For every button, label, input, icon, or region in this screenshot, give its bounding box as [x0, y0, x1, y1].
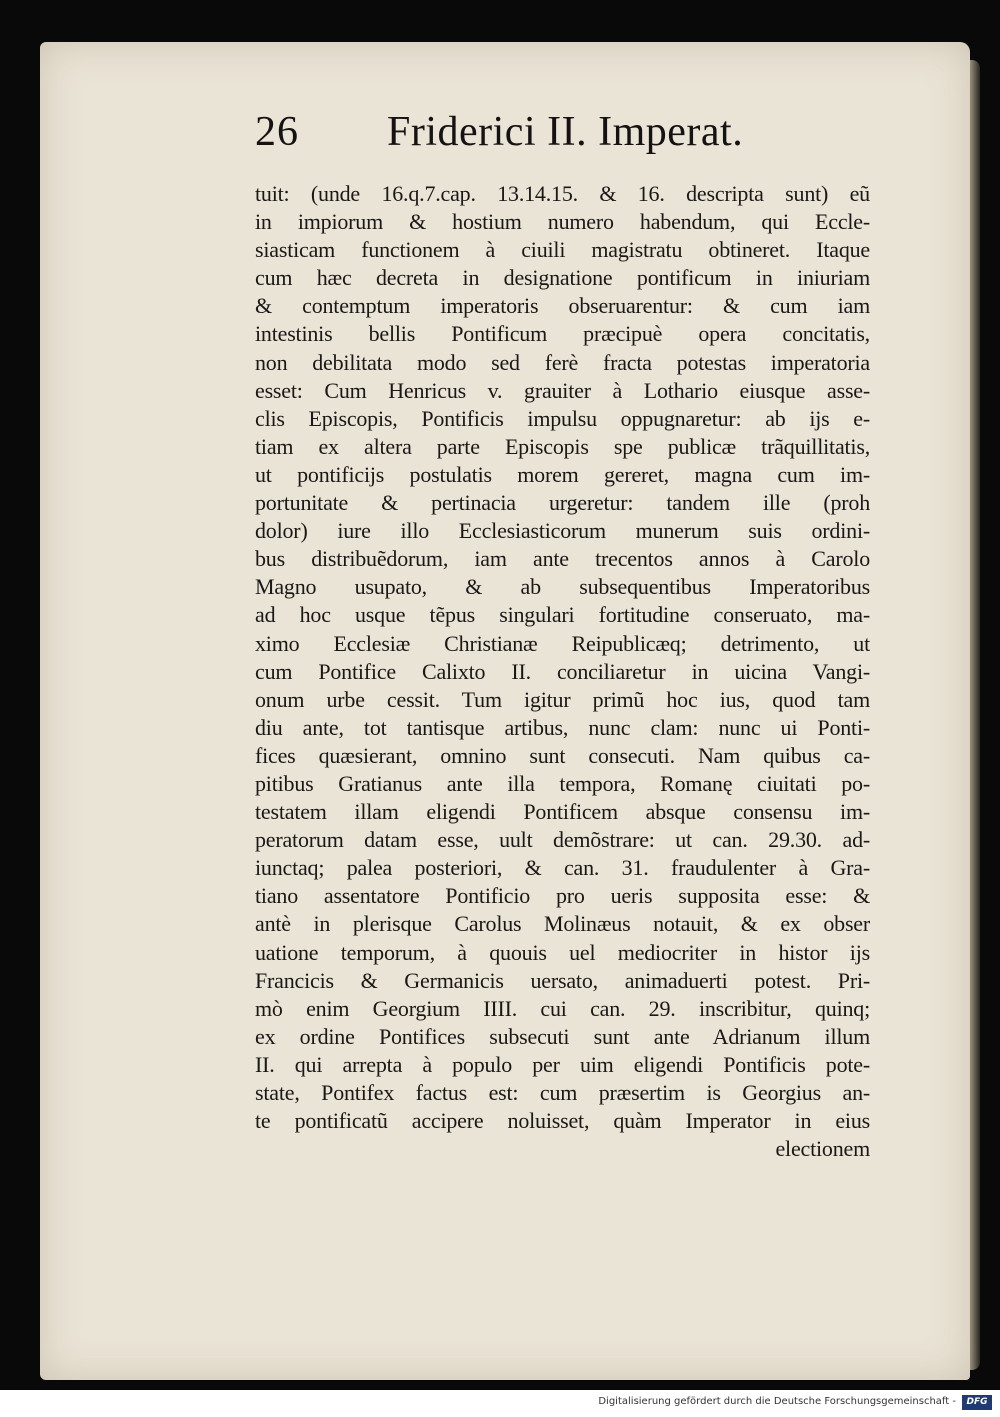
text-line: portunitate & pertinacia urgeretur: tandem ille (proh: [255, 490, 870, 516]
text-line: Francicis & Germanicis uersato, animaduerti potest. Pri-: [255, 967, 870, 993]
text-line: tuit: (unde 16.q.7.cap. 13.14.15. & 16. descripta sunt) eũ: [255, 181, 870, 206]
text-line: tiano assentatore Pontificio pro ueris supposita esse: &: [255, 883, 870, 909]
text-line: dolor) iure illo Ecclesiasticorum munerum suis ordini-: [255, 518, 870, 544]
text-line: peratorum datam esse, uult demõstrare: ut can. 29.30. ad-: [255, 827, 870, 853]
page-number: 26: [255, 109, 299, 155]
text-line: ex ordine Pontifices subsecuti sunt ante Adrianum illum: [255, 1023, 870, 1049]
text-line: II. qui arrepta à populo per uim eligendi Pontificis pote-: [255, 1051, 870, 1077]
text-line: Magno usupato, & ab subsequentibus Imperatoribus: [255, 574, 870, 600]
text-line: tiam ex altera parte Episcopis spe publicæ trãquillitatis,: [255, 433, 870, 459]
text-line: cum Pontifice Calixto II. conciliaretur in uicina Vangi-: [255, 658, 870, 684]
text-line: in impiorum & hostium numero habendum, qui Eccle-: [255, 209, 870, 235]
text-line: intestinis bellis Pontificum præcipuè opera concitatis,: [255, 321, 870, 347]
text-line: non debilitata modo sed ferè fracta potestas imperatoria: [255, 349, 870, 375]
text-line: cum hæc decreta in designatione pontificum in iniuriam: [255, 265, 870, 291]
text-line: & contemptum imperatoris obseruarentur: & cum iam: [255, 293, 870, 319]
text-line: antè in plerisque Carolus Molinæus notauit, & ex obser: [255, 911, 870, 937]
text-line: uatione temporum, à quouis uel mediocriter in histor ijs: [255, 939, 870, 965]
text-line: diu ante, tot tantisque artibus, nunc clam: nunc ui Ponti-: [255, 714, 870, 740]
text-line: onum urbe cessit. Tum igitur primũ hoc ius, quod tam: [255, 686, 870, 712]
footer-credit: Digitalisierung gefördert durch die Deutsche Forschungsgemeinschaft -: [598, 1396, 956, 1407]
running-head: Friderici II. Imperat.: [387, 109, 744, 155]
text-line: te pontificatũ accipere noluisset, quàm Imperator in eius: [255, 1108, 870, 1134]
text-line: state, Pontifex factus est: cum præsertim is Georgius an-: [255, 1080, 870, 1105]
dfg-logo: DFG: [962, 1395, 992, 1410]
text-line: ad hoc usque tẽpus singulari fortitudine conseruato, ma-: [255, 602, 870, 628]
text-line: testatem illam eligendi Pontificem absque consensu im-: [255, 799, 870, 825]
text-line: mò enim Georgium IIII. cui can. 29. inscribitur, quinq;: [255, 995, 870, 1021]
page-header: [255, 108, 815, 168]
text-line: bus distribuẽdorum, iam ante trecentos annos à Carolo: [255, 546, 870, 572]
text-line: ximo Ecclesiæ Christianæ Reipublicæq; detrimento, ut: [255, 630, 870, 656]
footer-bar: [0, 1390, 1000, 1417]
text-line: siasticam functionem à ciuili magistratu obtineret. Itaque: [255, 237, 870, 263]
text-line: ut pontificijs postulatis morem gereret, magna cum im-: [255, 461, 870, 487]
text-line: clis Episcopis, Pontificis impulsu oppugnaretur: ab ijs e-: [255, 405, 870, 431]
text-line: fices quæsierant, omnino sunt consecuti. Nam quibus ca-: [255, 742, 870, 768]
body-text: [255, 180, 870, 1163]
text-line: electionem: [775, 1136, 870, 1162]
text-line: iunctaq; palea posteriori, & can. 31. fraudulenter à Gra-: [255, 855, 870, 881]
text-line: pitibus Gratianus ante illa tempora, Romanę ciuitati po-: [255, 770, 870, 796]
text-line: esset: Cum Henricus v. grauiter à Lothario eiusque asse-: [255, 377, 870, 403]
